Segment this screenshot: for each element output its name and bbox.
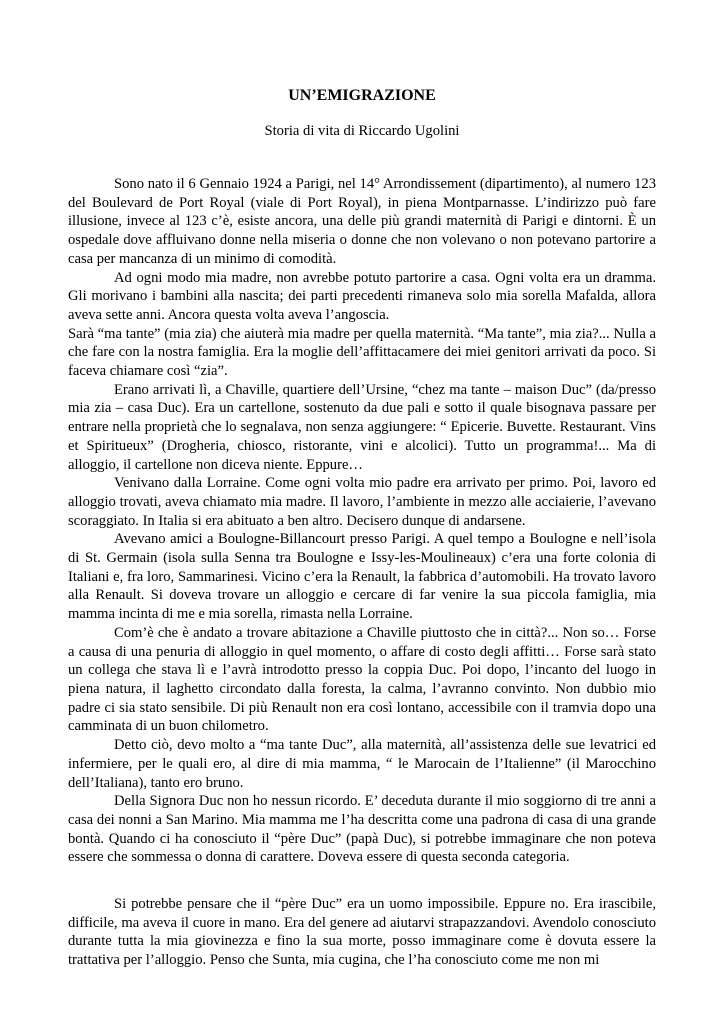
paragraph: Sarà “ma tante” (mia zia) che aiuterà mia madre per quella maternità. “Ma tante”, mia zia?... Nulla a che fare con la nostra famiglia. Era la moglie dell’affittacamere dei miei genitori arrivati da poco. Si faceva chiamare così “zia”. bbox=[68, 325, 656, 380]
paragraph: Ad ogni modo mia madre, non avrebbe potuto partorire a casa. Ogni volta era un dramma. Gli morivano i bambini alla nascita; dei parti precedenti rimaneva solo mia sorella Mafalda, allora aveva sette anni. Ancora questa volta aveva l’angoscia. bbox=[68, 269, 656, 323]
document-title: UN’EMIGRAZIONE bbox=[288, 87, 436, 104]
paragraph: Avevano amici a Boulogne-Billancourt presso Parigi. A quel tempo a Boulogne e nell’isola di St. Germain (isola sulla Senna tra Boulogne e Issy-les-Moulineaux) c’era una forte colonia di Italiani e, fra loro, Sammarinesi. Vicino c’era la Renault, la fabbrica d’automobili. Ha trovato lavoro alla Renault. Si doveva trovare un alloggio e cercare di far venire la sua piccola famiglia, mia mamma incinta di me e mia sorella, rimasta nella Lorraine. bbox=[68, 531, 656, 623]
paragraph: Si potrebbe pensare che il “père Duc” era un uomo impossibile. Eppure no. Era irascibile, difficile, ma aveva il cuore in mano. Era del genere ad aiutarvi strapazzandovi. Avendolo conosciuto durante tutta la mia giovinezza e fino la sua morte, posso immaginare come è dovuta essere la trattativa per l’alloggio. Penso che Sunta, mia cugina, che l’ha conosciuto come me non mi bbox=[68, 896, 656, 969]
paragraph: Erano arrivati lì, a Chaville, quartiere dell’Ursine, “chez ma tante – maison Duc” (da/presso mia zia – casa Duc). Era un cartellone, sostenuto da due pali e sotto il quale bisognava passare per entrare nella proprietà che lo segnalava, non senza aggiungere: “ Epicerie. Buvette. Restaurant. Vins et Spiritueux” (Drogheria, chiosco, ristorante, vini e alcolici). Tutto un programma!... Ma di alloggio, il cartellone non diceva niente. Eppure… bbox=[68, 381, 656, 473]
paragraph: Com’è che è andato a trovare abitazione a Chaville piuttosto che in città?... Non so… Forse a causa di una penuria di alloggio in quel momento, o affare di costo degli affitti… Forse sarà stato un collega che stava lì e l’avrà introdotto presso la coppia Duc. Poi dopo, l’incanto del luogo in piena natura, il laghetto circondato dalla foresta, la calma, l’avranno convinto. Non dubbio mio padre ci sia stato sensibile. Di più Renault non era così lontano, accessibile con il tramvia dopo una camminata di un buon chilometro. bbox=[68, 624, 656, 735]
document-subtitle: Storia di vita di Riccardo Ugolini bbox=[264, 123, 460, 139]
paragraph: Sono nato il 6 Gennaio 1924 a Parigi, nel 14° Arrondissement (dipartimento), al numero 123 del Boulevard de Port Royal (viale di Port Royal), in piena Montparnasse. L’indirizzo può fare illusione, invece al 123 c’è, esiste ancora, una delle più grandi maternità di Parigi e dintorni. È un ospedale dove affluivano donne nella miseria o donne che non volevano o non potevano partorire a casa per mancanza di un minimo di comodità. bbox=[68, 176, 656, 267]
paragraph: Detto ciò, devo molto a “ma tante Duc”, alla maternità, all’assistenza delle sue levatrici ed infermiere, per le quali ero, al dire di mia mamma, “ le Marocain de l’Italienne” (il Marocchino dell’Italiana), tanto ero bruno. bbox=[68, 737, 656, 791]
document-body bbox=[68, 175, 656, 970]
paragraph: Della Signora Duc non ho nessun ricordo. E’ deceduta durante il mio soggiorno di tre anni a casa dei nonni a San Marino. Mia mamma me l’ha descritta come una padrona di casa di una grande bontà. Quando ci ha conosciuto il “père Duc” (papà Duc), si potrebbe immaginare che non poteva essere che sommessa o donna di carattere. Doveva essere di questa seconda categoria. bbox=[68, 793, 656, 866]
paragraph: Venivano dalla Lorraine. Come ogni volta mio padre era arrivato per primo. Poi, lavoro ed alloggio trovati, aveva chiamato mia madre. Il lavoro, l’ambiente in mezzo alle acciaierie, l’avevano scoraggiato. In Italia si era abituato a ben altro. Decisero dunque di andarsene. bbox=[68, 475, 656, 529]
